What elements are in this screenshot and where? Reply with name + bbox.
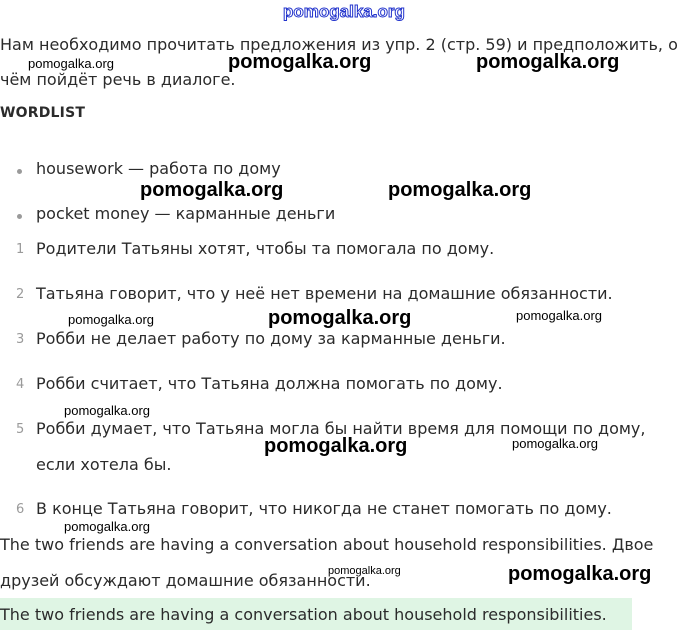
- watermark: pomogalka.org: [68, 312, 154, 327]
- watermark: pomogalka.org: [28, 56, 114, 71]
- list-number: 6: [16, 502, 25, 517]
- sentence-item: Татьяна говорит, что у неё нет времени на домашние обязанности.: [36, 284, 613, 303]
- list-number: 3: [16, 332, 25, 347]
- answer-text: The two friends are having a conversation about household responsibilities.: [0, 605, 607, 624]
- sentence-item: Робби не делает работу по дому за карманные деньги.: [36, 329, 506, 348]
- watermark: pomogalka.org: [512, 436, 598, 451]
- intro-line-2: чём пойдёт речь в диалоге.: [0, 70, 236, 89]
- watermark: pomogalka.org: [388, 179, 532, 201]
- watermark: pomogalka.org: [140, 179, 284, 201]
- watermark: pomogalka.org: [516, 308, 602, 323]
- watermark: pomogalka.org: [328, 565, 401, 577]
- watermark: pomogalka.org: [508, 563, 652, 585]
- list-number: 1: [16, 242, 25, 257]
- watermark: pomogalka.org: [228, 51, 372, 73]
- bullet-icon: [17, 169, 22, 174]
- summary-line-2: друзей обсуждают домашние обязанности.: [0, 571, 371, 590]
- list-number: 5: [16, 422, 25, 437]
- watermark: pomogalka.org: [64, 519, 150, 534]
- summary-line-1: The two friends are having a conversation about household responsibilities. Двое: [0, 535, 654, 554]
- wordlist-item: housework — работа по дому: [36, 159, 281, 178]
- watermark-top: pomogalka.org: [283, 2, 405, 21]
- list-number: 4: [16, 377, 25, 392]
- bullet-icon: [17, 214, 22, 219]
- watermark: pomogalka.org: [268, 307, 412, 329]
- sentence-item-continuation: если хотела бы.: [36, 455, 172, 474]
- sentence-item: Родители Татьяны хотят, чтобы та помогала по дому.: [36, 239, 495, 258]
- watermark: pomogalka.org: [264, 435, 408, 457]
- watermark: pomogalka.org: [476, 51, 620, 73]
- wordlist-heading: WORDLIST: [0, 105, 86, 121]
- list-number: 2: [16, 287, 25, 302]
- sentence-item: В конце Татьяна говорит, что никогда не станет помогать по дому.: [36, 499, 612, 518]
- sentence-item: Робби думает, что Татьяна могла бы найти время для помощи по дому,: [36, 419, 646, 438]
- watermark: pomogalka.org: [64, 403, 150, 418]
- wordlist-item: pocket money — карманные деньги: [36, 204, 336, 223]
- sentence-item: Робби считает, что Татьяна должна помогать по дому.: [36, 374, 503, 393]
- intro-line-1: Нам необходимо прочитать предложения из упр. 2 (стр. 59) и предположить, о: [0, 35, 678, 54]
